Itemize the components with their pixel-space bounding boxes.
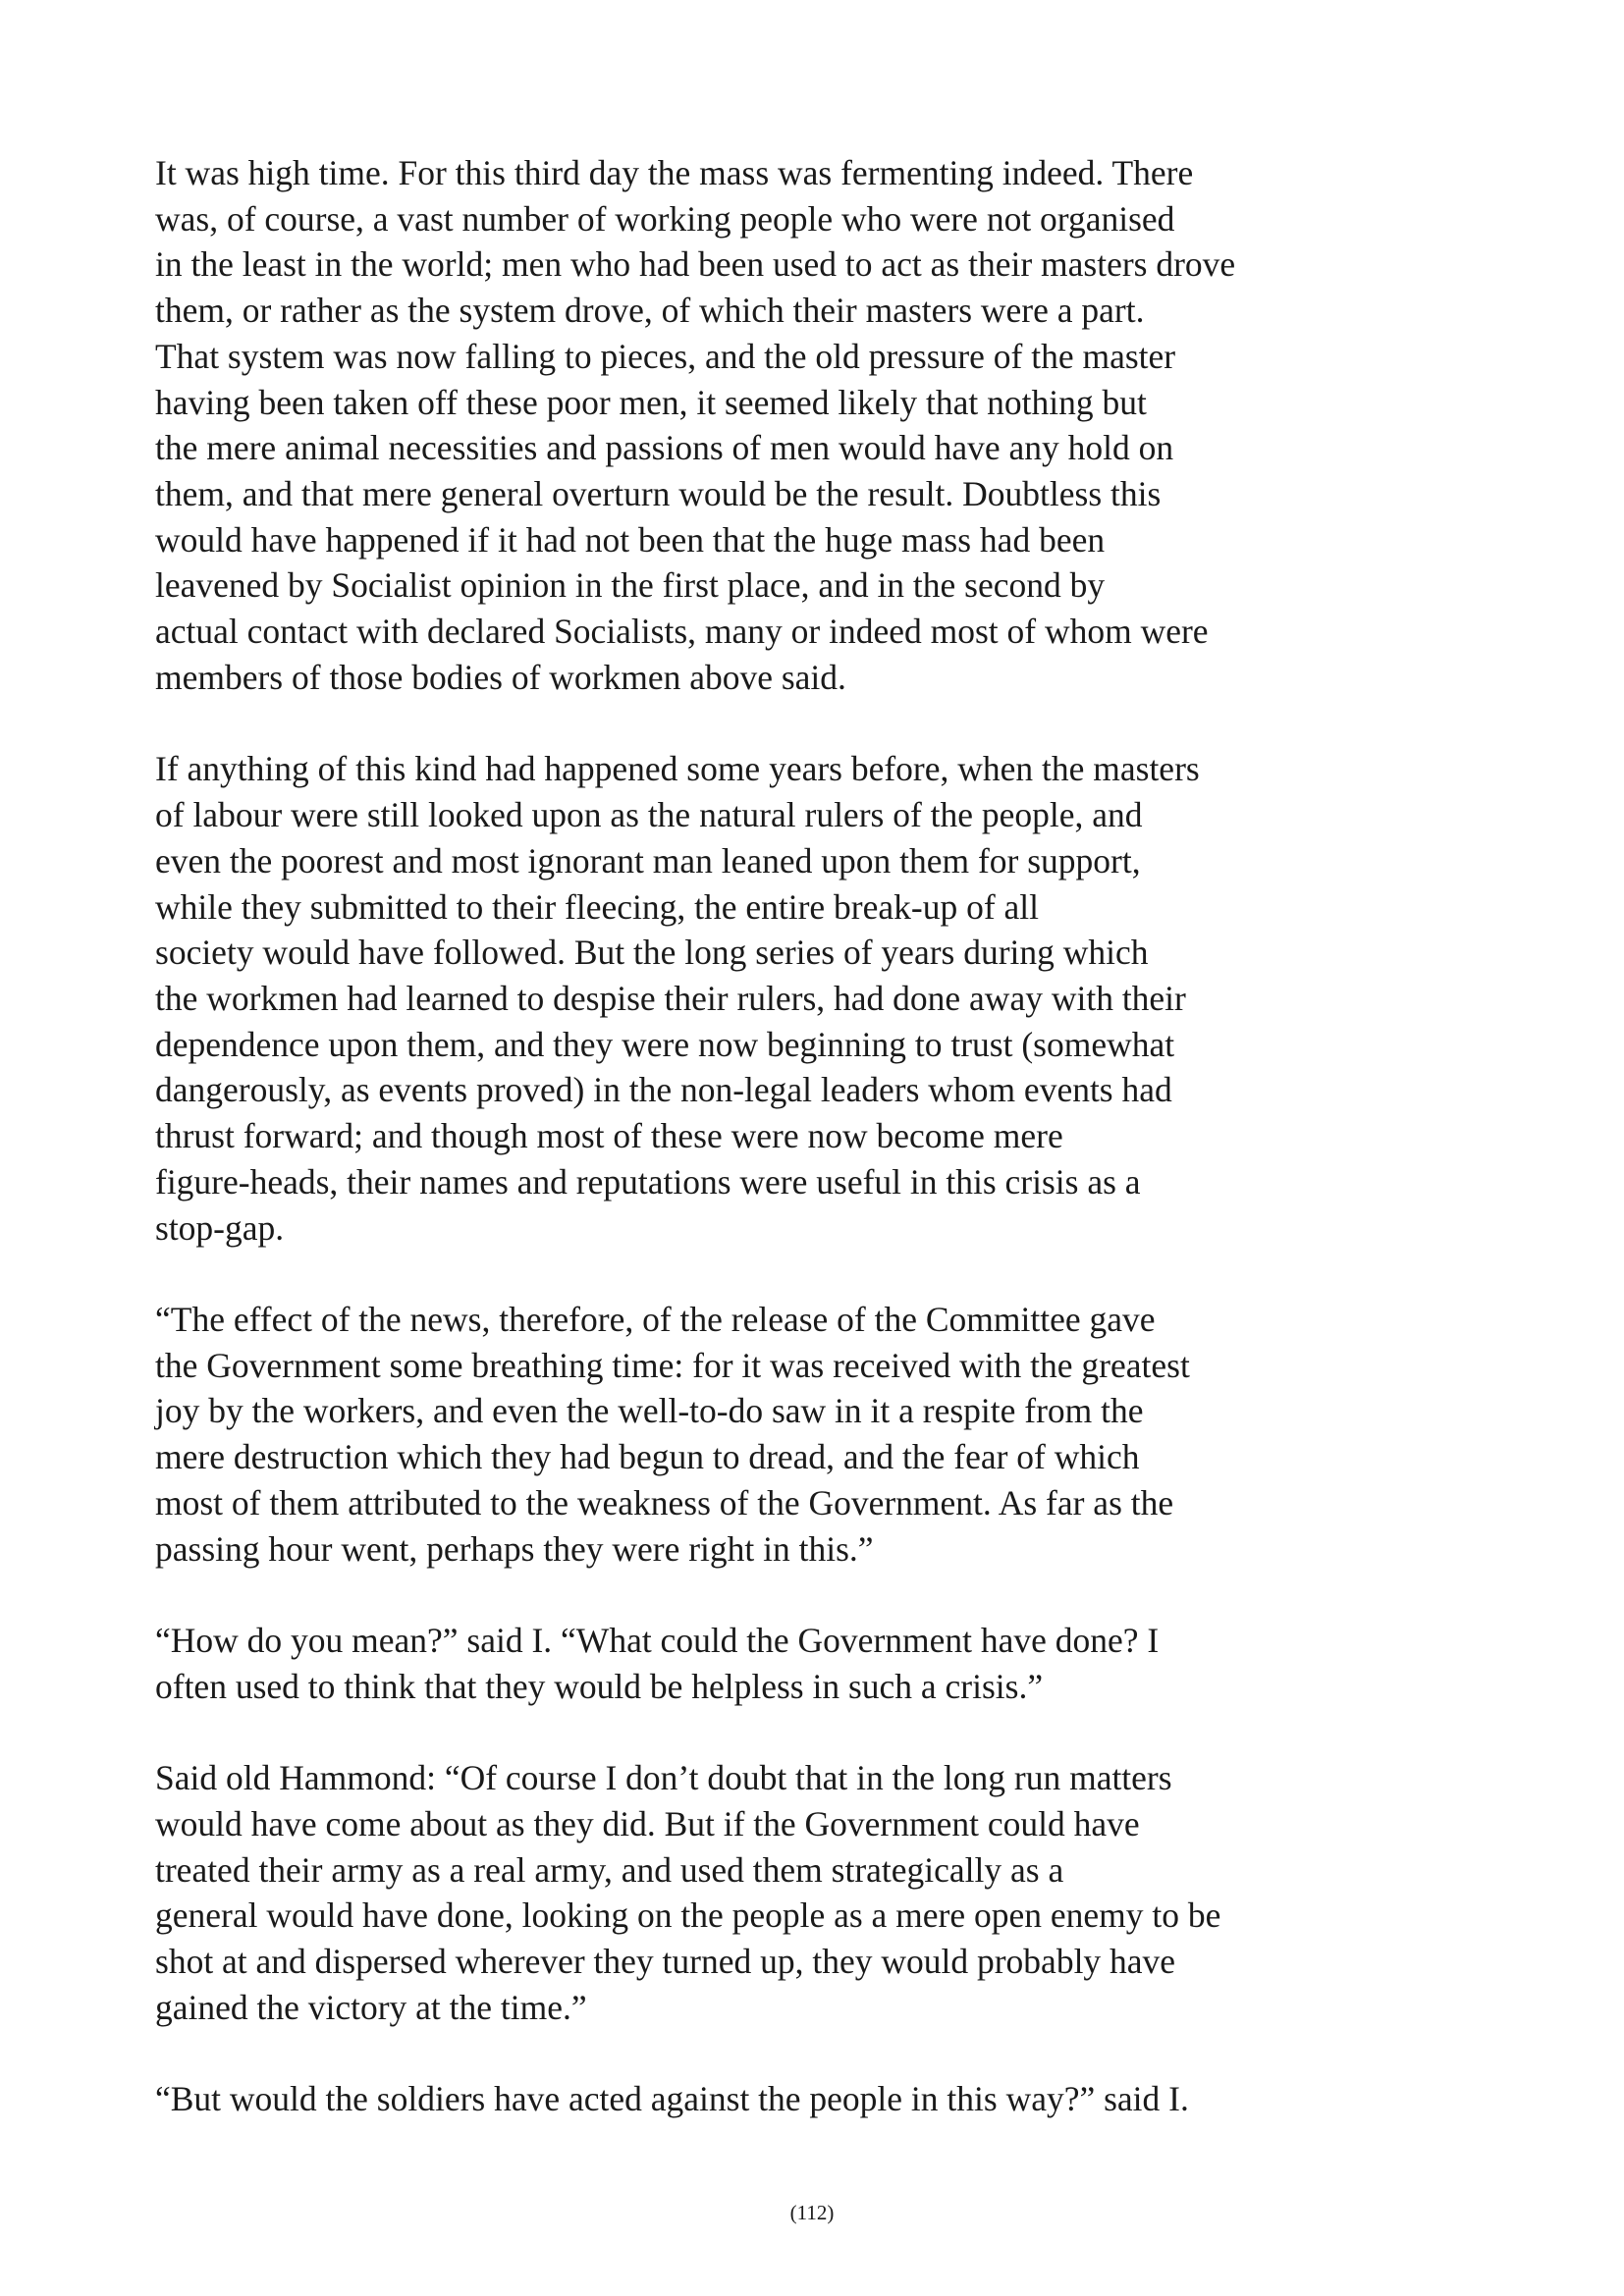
text-line: dependence upon them, and they were now beginning to trust (somewhat: [155, 1024, 1175, 1064]
text-line: stop-gap.: [155, 1207, 285, 1248]
text-line: thrust forward; and though most of these were now become mere: [155, 1116, 1063, 1156]
text-line: most of them attributed to the weakness of the Government. As far as the: [155, 1482, 1174, 1522]
text-line: leavened by Socialist opinion in the first place, and in the second by: [155, 565, 1106, 606]
text-line: mere destruction which they had begun to dread, and the fear of which: [155, 1437, 1140, 1477]
text-line: joy by the workers, and even the well-to-do saw in it a respite from the: [155, 1391, 1144, 1431]
text-line: members of those bodies of workmen above said.: [155, 657, 846, 697]
body-text: [155, 0, 1432, 2160]
text-line: them, or rather as the system drove, of which their masters were a part.: [155, 291, 1145, 331]
text-line: even the poorest and most ignorant man leaned upon them for support,: [155, 840, 1141, 881]
text-line: passing hour went, perhaps they were right in this.”: [155, 1528, 874, 1569]
text-line: the workmen had learned to despise their rulers, had done away with their: [155, 978, 1186, 1018]
text-line: having been taken off these poor men, it seemed likely that nothing but: [155, 382, 1147, 422]
text-line: That system was now falling to pieces, and the old pressure of the master: [155, 336, 1176, 376]
text-line: society would have followed. But the long series of years during which: [155, 933, 1149, 973]
text-line: of labour were still looked upon as the natural rulers of the people, and: [155, 795, 1143, 835]
text-line: general would have done, looking on the people as a mere open enemy to be: [155, 1896, 1221, 1936]
page-number: (112): [789, 2201, 835, 2224]
text-line: shot at and dispersed wherever they turned up, they would probably have: [155, 1942, 1176, 1982]
text-line: would have happened if it had not been that the huge mass had been: [155, 519, 1106, 560]
text-line: actual contact with declared Socialists, many or indeed most of whom were: [155, 612, 1209, 652]
text-line: If anything of this kind had happened some years before, when the masters: [155, 749, 1200, 789]
text-line: while they submitted to their fleecing, the entire break-up of all: [155, 886, 1040, 927]
text-line: figure-heads, their names and reputations were useful in this crisis as a: [155, 1161, 1141, 1201]
text-line: the Government some breathing time: for it was received with the greatest: [155, 1345, 1190, 1385]
text-line: would have come about as they did. But if the Government could have: [155, 1803, 1140, 1843]
text-line: often used to think that they would be helpless in such a crisis.”: [155, 1666, 1044, 1706]
text-line: gained the victory at the time.”: [155, 1987, 587, 2027]
text-line: Said old Hammond: “Of course I don’t doubt that in the long run matters: [155, 1758, 1172, 1798]
text-line: “But would the soldiers have acted against the people in this way?” said I.: [155, 2079, 1189, 2119]
text-line: “How do you mean?” said I. “What could the Government have done? I: [155, 1621, 1160, 1661]
text-line: in the least in the world; men who had been used to act as their masters drove: [155, 244, 1236, 285]
text-line: dangerously, as events proved) in the non-legal leaders whom events had: [155, 1070, 1172, 1110]
text-line: “The effect of the news, therefore, of the release of the Committee gave: [155, 1300, 1156, 1339]
text-line: was, of course, a vast number of working people who were not organised: [155, 198, 1175, 239]
text-line: treated their army as a real army, and used them strategically as a: [155, 1849, 1064, 1890]
text-line: It was high time. For this third day the mass was fermenting indeed. There: [155, 153, 1194, 192]
text-line: them, and that mere general overturn would be the result. Doubtless this: [155, 474, 1162, 514]
text-line: the mere animal necessities and passions of men would have any hold on: [155, 428, 1174, 468]
